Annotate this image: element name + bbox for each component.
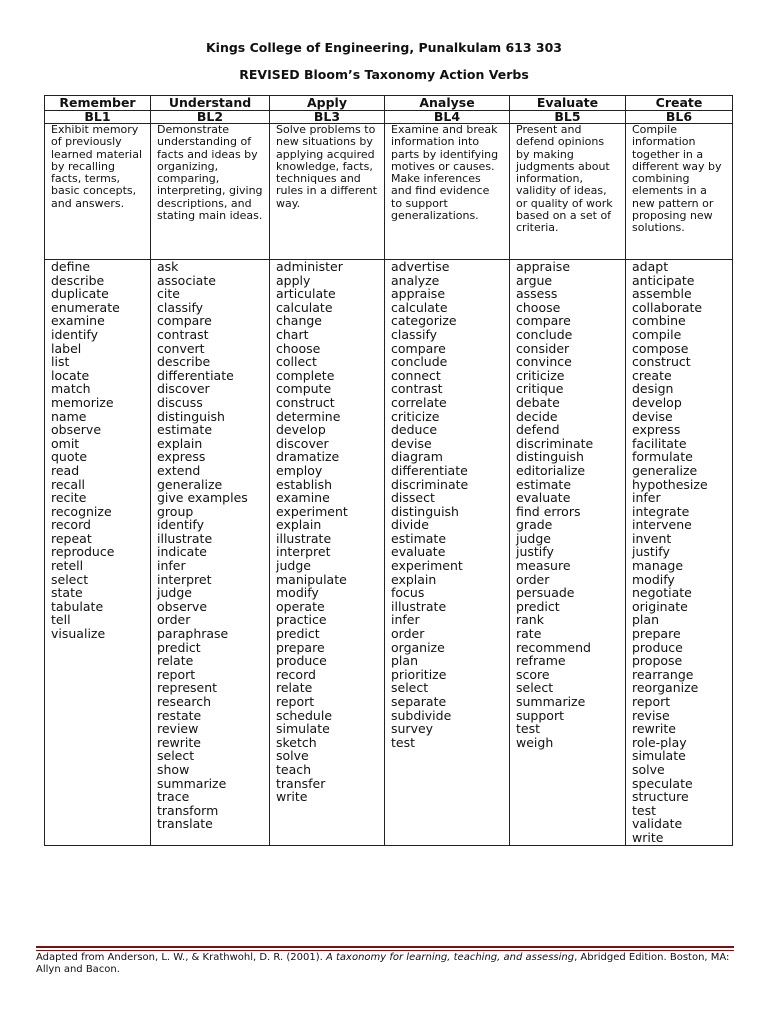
verb-item: manipulate: [276, 571, 347, 587]
verb-item: write: [276, 789, 308, 805]
verb-item: articulate: [276, 286, 336, 302]
verb-item: administer: [276, 259, 343, 274]
verb-item: label: [51, 340, 82, 356]
verb-item: estimate: [516, 476, 572, 492]
page-title: REVISED Bloom’s Taxonomy Action Verbs: [239, 67, 529, 82]
verb-item: show: [157, 761, 190, 777]
description-analyse: Examine and break information into parts by identifying motives or causes. Make inferences and find evidence to support generalizations.: [385, 124, 510, 260]
verb-item: locate: [51, 367, 90, 383]
verb-item: intervene: [632, 517, 692, 533]
verb-item: justify: [632, 544, 670, 560]
verb-item: experiment: [276, 503, 348, 519]
verb-item: compose: [632, 340, 689, 356]
verb-item: compute: [276, 381, 332, 397]
category-header-apply: Apply: [270, 96, 385, 111]
verb-item: manage: [632, 558, 684, 574]
verb-item: solve: [632, 761, 665, 777]
verb-item: distinguish: [157, 408, 225, 424]
verb-item: conclude: [391, 354, 448, 370]
verb-item: define: [51, 259, 91, 274]
verb-item: plan: [391, 653, 418, 669]
verb-item: evaluate: [516, 490, 571, 506]
verb-item: establish: [276, 476, 333, 492]
verb-item: rearrange: [632, 666, 694, 682]
verb-item: collect: [276, 354, 317, 370]
verb-item: connect: [391, 367, 441, 383]
verb-item: originate: [632, 598, 688, 614]
verb-item: classify: [157, 299, 204, 315]
verb-item: analyze: [391, 272, 440, 288]
verb-item: role-play: [632, 734, 687, 750]
verb-item: illustrate: [157, 530, 213, 546]
verb-item: recognize: [51, 503, 112, 519]
verb-item: repeat: [51, 530, 92, 546]
verb-item: list: [51, 354, 70, 370]
verb-item: negotiate: [632, 585, 692, 601]
verb-item: examine: [276, 490, 330, 506]
verb-item: discover: [157, 381, 210, 397]
verb-item: enumerate: [51, 299, 120, 315]
verb-item: sketch: [276, 734, 317, 750]
verb-item: give examples: [157, 490, 248, 506]
verb-item: weigh: [516, 734, 554, 750]
verb-item: represent: [157, 680, 218, 696]
verb-item: devise: [632, 408, 673, 424]
verb-item: describe: [157, 354, 211, 370]
verb-item: group: [157, 503, 194, 519]
category-header-create: Create: [626, 96, 733, 111]
verb-item: interpret: [157, 571, 212, 587]
verb-item: simulate: [276, 721, 330, 737]
verb-item: prioritize: [391, 666, 447, 682]
verb-item: observe: [157, 598, 208, 614]
verb-item: select: [391, 680, 429, 696]
verb-item: compile: [632, 326, 682, 342]
verb-item: interpret: [276, 544, 331, 560]
verb-item: apply: [276, 272, 311, 288]
verb-item: trace: [157, 789, 190, 805]
verb-item: find errors: [516, 503, 581, 519]
verb-item: order: [391, 626, 425, 642]
verb-item: defend: [516, 422, 560, 438]
verb-item: convince: [516, 354, 572, 370]
verb-item: summarize: [516, 694, 586, 709]
verb-item: recall: [51, 476, 86, 492]
taxonomy-table: [44, 95, 733, 846]
verb-item: quote: [51, 449, 88, 465]
verb-item: dissect: [391, 490, 435, 506]
verb-item: infer: [157, 558, 186, 574]
verb-item: debate: [516, 394, 560, 410]
verb-item: solve: [276, 748, 309, 764]
verb-item: correlate: [391, 394, 447, 410]
verb-item: produce: [276, 653, 327, 669]
verb-item: devise: [391, 435, 432, 451]
verb-item: create: [632, 367, 672, 383]
verb-item: judge: [276, 558, 311, 574]
verb-item: indicate: [157, 544, 207, 560]
verb-item: simulate: [632, 748, 686, 764]
verb-item: convert: [157, 340, 205, 356]
verb-list-evaluate: [510, 260, 626, 846]
verb-item: anticipate: [632, 272, 695, 288]
verb-item: judge: [157, 585, 192, 601]
category-header-remember: Remember: [45, 96, 151, 111]
verb-item: construct: [276, 394, 335, 410]
verb-item: facilitate: [632, 435, 687, 451]
verb-item: describe: [51, 272, 105, 288]
verb-item: match: [51, 381, 91, 397]
verb-item: modify: [632, 571, 675, 587]
verb-item: prepare: [276, 639, 325, 655]
verb-item: collaborate: [632, 299, 703, 315]
level-bl4: BL4: [385, 111, 510, 124]
verb-item: infer: [632, 490, 661, 506]
verb-item: explain: [157, 435, 203, 451]
verb-item: tell: [51, 612, 71, 628]
verb-item: develop: [276, 422, 326, 438]
description-remember: Exhibit memory of previously learned material by recalling facts, terms, basic concepts, and answers.: [45, 124, 151, 260]
verb-item: critique: [516, 381, 564, 397]
verb-item: practice: [276, 612, 327, 628]
level-bl2: BL2: [151, 111, 270, 124]
verb-item: visualize: [51, 626, 106, 642]
verb-item: relate: [276, 680, 313, 696]
verb-item: summarize: [157, 775, 227, 791]
verb-item: test: [516, 721, 541, 737]
verb-list-create: [626, 260, 733, 846]
verb-item: report: [276, 694, 315, 709]
verb-item: discover: [276, 435, 329, 451]
level-bl6: BL6: [626, 111, 733, 124]
verb-item: paraphrase: [157, 626, 229, 642]
verb-item: generalize: [157, 476, 223, 492]
verb-item: relate: [157, 653, 194, 669]
verb-item: develop: [632, 394, 682, 410]
verb-item: focus: [391, 585, 425, 601]
verb-list-apply: [270, 260, 385, 846]
level-bl1: BL1: [45, 111, 151, 124]
verb-item: persuade: [516, 585, 575, 601]
verb-item: employ: [276, 462, 323, 478]
verb-item: observe: [51, 422, 102, 438]
verb-item: separate: [391, 694, 447, 709]
verb-item: tabulate: [51, 598, 104, 614]
verb-item: structure: [632, 789, 689, 805]
verb-item: select: [157, 748, 195, 764]
verb-item: research: [157, 694, 212, 709]
category-header-evaluate: Evaluate: [510, 96, 626, 111]
verb-item: advertise: [391, 259, 450, 274]
verb-item: record: [276, 666, 316, 682]
verb-item: grade: [516, 517, 553, 533]
verb-item: ask: [157, 259, 179, 274]
verb-item: change: [276, 313, 323, 329]
description-evaluate: Present and defend opinions by making judgments about information, validity of ideas, or quality of work based on a set of criteria.: [510, 124, 626, 260]
verb-item: teach: [276, 761, 312, 777]
description-row: [45, 124, 733, 260]
verb-item: review: [157, 721, 199, 737]
verb-item: compare: [516, 313, 571, 329]
category-header-understand: Understand: [151, 96, 270, 111]
verb-item: diagram: [391, 449, 443, 465]
verb-item: estimate: [391, 530, 447, 546]
verb-item: conclude: [516, 326, 573, 342]
verb-item: discuss: [157, 394, 203, 410]
verb-item: order: [157, 612, 191, 628]
verb-item: illustrate: [276, 530, 332, 546]
citation-footnote: [36, 952, 736, 976]
level-row: [45, 111, 733, 124]
verb-item: extend: [157, 462, 201, 478]
verb-item: report: [157, 666, 196, 682]
verb-item: choose: [276, 340, 321, 356]
level-bl5: BL5: [510, 111, 626, 124]
verb-item: complete: [276, 367, 335, 383]
verb-item: distinguish: [391, 503, 459, 519]
verb-item: subdivide: [391, 707, 452, 723]
verb-item: criticize: [391, 408, 440, 424]
verb-item: support: [516, 707, 564, 723]
verb-item: prepare: [632, 626, 681, 642]
verb-item: discriminate: [391, 476, 469, 492]
description-create: Compile information together in a different way by combining elements in a new pattern or proposing new solutions.: [626, 124, 733, 260]
verb-item: rank: [516, 612, 544, 628]
verb-item: distinguish: [516, 449, 584, 465]
verb-item: identify: [51, 326, 98, 342]
verb-item: translate: [157, 816, 213, 832]
citation-prefix: Adapted from Anderson, L. W., & Krathwohl, D. R. (2001).: [36, 952, 326, 963]
verb-item: judge: [516, 530, 551, 546]
verb-item: contrast: [157, 326, 209, 342]
verb-item: evaluate: [391, 544, 446, 560]
verb-item: construct: [632, 354, 691, 370]
verb-item: compare: [391, 340, 446, 356]
verb-item: name: [51, 408, 87, 424]
verb-item: hypothesize: [632, 476, 708, 492]
verb-item: classify: [391, 326, 438, 342]
verb-item: schedule: [276, 707, 333, 723]
category-header-analyse: Analyse: [385, 96, 510, 111]
verb-item: experiment: [391, 558, 463, 574]
verb-item: rewrite: [632, 721, 676, 737]
verb-item: select: [516, 680, 554, 696]
verb-item: illustrate: [391, 598, 447, 614]
verb-item: categorize: [391, 313, 457, 329]
verb-item: produce: [632, 639, 683, 655]
verb-item: invent: [632, 530, 672, 546]
verb-item: select: [51, 571, 89, 587]
verb-item: explain: [276, 517, 322, 533]
verb-item: dramatize: [276, 449, 340, 465]
footer-divider: [36, 946, 734, 948]
verb-item: explain: [391, 571, 437, 587]
verb-item: assemble: [632, 286, 692, 302]
institution-heading: Kings College of Engineering, Punalkulam 613 303: [205, 40, 563, 55]
verb-item: divide: [391, 517, 429, 533]
verb-item: recommend: [516, 639, 591, 655]
verb-item: measure: [516, 558, 571, 574]
verb-item: retell: [51, 558, 84, 574]
verb-item: propose: [632, 653, 683, 669]
verb-item: reproduce: [51, 544, 115, 560]
verb-item: read: [51, 462, 80, 478]
verb-item: express: [632, 422, 681, 438]
verb-item: infer: [391, 612, 420, 628]
verb-item: organize: [391, 639, 445, 655]
verb-list-analyse: [385, 260, 510, 846]
verb-item: predict: [516, 598, 560, 614]
verb-item: transfer: [276, 775, 326, 791]
verb-item: test: [391, 734, 416, 750]
verb-item: chart: [276, 326, 309, 342]
verb-item: duplicate: [51, 286, 109, 302]
verb-item: assess: [516, 286, 558, 302]
verb-item: operate: [276, 598, 325, 614]
verb-item: record: [51, 517, 91, 533]
verb-item: cite: [157, 286, 180, 302]
verb-item: design: [632, 381, 674, 397]
verb-item: speculate: [632, 775, 693, 791]
verb-item: order: [516, 571, 550, 587]
verbs-row: [45, 260, 733, 846]
verb-item: write: [632, 829, 664, 845]
verb-item: decide: [516, 408, 558, 424]
verb-item: choose: [516, 299, 561, 315]
verb-item: recite: [51, 490, 87, 506]
verb-item: discriminate: [516, 435, 594, 451]
verb-item: state: [51, 585, 83, 601]
verb-item: memorize: [51, 394, 114, 410]
verb-item: compare: [157, 313, 212, 329]
verb-item: calculate: [391, 299, 448, 315]
verb-list-understand: [151, 260, 270, 846]
description-understand: Demonstrate understanding of facts and ideas by organizing, comparing, interpreting, giving descriptions, and stating main ideas.: [151, 124, 270, 260]
verb-item: predict: [276, 626, 320, 642]
verb-item: modify: [276, 585, 319, 601]
verb-item: integrate: [632, 503, 690, 519]
verb-item: deduce: [391, 422, 438, 438]
verb-item: survey: [391, 721, 434, 737]
verb-item: justify: [516, 544, 554, 560]
verb-item: differentiate: [391, 462, 468, 478]
verb-item: calculate: [276, 299, 333, 315]
verb-item: examine: [51, 313, 105, 329]
verb-item: criticize: [516, 367, 565, 383]
footer-divider-thin: [36, 950, 734, 951]
verb-item: identify: [157, 517, 204, 533]
verb-item: reframe: [516, 653, 566, 669]
verb-item: argue: [516, 272, 553, 288]
verb-item: associate: [157, 272, 216, 288]
verb-item: consider: [516, 340, 570, 356]
verb-item: formulate: [632, 449, 693, 465]
verb-item: contrast: [391, 381, 443, 397]
verb-item: predict: [157, 639, 201, 655]
verb-item: reorganize: [632, 680, 699, 696]
verb-item: revise: [632, 707, 670, 723]
verb-item: rate: [516, 626, 542, 642]
verb-item: determine: [276, 408, 341, 424]
verb-list-remember: [45, 260, 151, 846]
verb-item: plan: [632, 612, 659, 628]
verb-item: transform: [157, 802, 219, 818]
verb-item: omit: [51, 435, 80, 451]
verb-item: editorialize: [516, 462, 586, 478]
verb-item: appraise: [391, 286, 446, 302]
citation-suffix: , Abridged Edition. Boston, MA: Allyn and Bacon.: [36, 952, 730, 975]
verb-item: score: [516, 666, 550, 682]
verb-item: express: [157, 449, 206, 465]
category-header-row: [45, 96, 733, 111]
verb-item: rewrite: [157, 734, 201, 750]
verb-item: generalize: [632, 462, 698, 478]
verb-item: test: [632, 802, 657, 818]
verb-item: combine: [632, 313, 686, 329]
citation-title: A taxonomy for learning, teaching, and assessing: [325, 952, 575, 963]
verb-item: differentiate: [157, 367, 234, 383]
verb-item: estimate: [157, 422, 213, 438]
verb-item: restate: [157, 707, 202, 723]
level-bl3: BL3: [270, 111, 385, 124]
verb-item: report: [632, 694, 671, 709]
description-apply: Solve problems to new situations by applying acquired knowledge, facts, techniques and rules in a different way.: [270, 124, 385, 260]
verb-item: validate: [632, 816, 683, 832]
verb-item: appraise: [516, 259, 571, 274]
verb-item: adapt: [632, 259, 669, 274]
